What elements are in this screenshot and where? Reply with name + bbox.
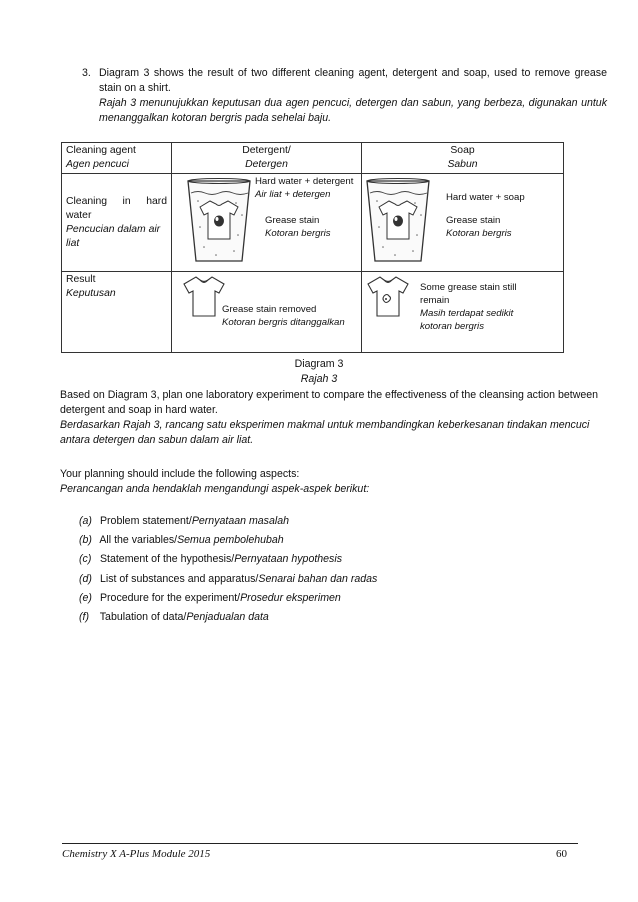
- soap-stain-en: Grease stain: [446, 215, 501, 227]
- result-label-en: Result: [66, 274, 96, 286]
- list-item: [79, 514, 377, 533]
- aspect-ms: Pernyataan masalah: [191, 515, 289, 527]
- det-result-ms: Kotoran bergris ditanggalkan: [222, 317, 345, 329]
- aspect-en: List of substances and apparatus/: [99, 572, 259, 585]
- detergent-result-cell: [172, 272, 362, 353]
- det-result-caption: [222, 304, 345, 330]
- planning-ms: Perancangan anda hendaklah mengandungi aspek-aspek berikut:: [60, 483, 370, 496]
- detergent-beaker-cell: [172, 174, 362, 272]
- stained-shirt-icon: [366, 274, 410, 318]
- soap-beaker-cell: [362, 174, 564, 272]
- det-result-en: Grease stain removed: [222, 304, 317, 316]
- aspects-list: [79, 514, 377, 629]
- soap-result-caption: [420, 282, 540, 334]
- soap-water-en: Hard water + soap: [446, 192, 525, 204]
- aspect-ms: Pernyataan hypothesis: [234, 553, 343, 566]
- diagram-caption: [0, 357, 638, 387]
- header-soap: [362, 143, 564, 174]
- det-stain-caption: [265, 215, 331, 241]
- footer-title: Chemistry X A-Plus Module 2015: [62, 848, 211, 860]
- question-malay: Rajah 3 menunujukkan keputusan dua agen pencuci, detergen dan sabun, yang berbeza, digunakan untuk menanggalkan kotoran bergris pada sehelai baju.: [99, 97, 607, 125]
- diagram-table: [61, 142, 564, 353]
- soap-result-cell: [362, 272, 564, 353]
- list-item: [79, 610, 377, 629]
- table-header-row: [62, 143, 564, 174]
- diagram-label-en: Diagram 3: [294, 358, 344, 370]
- cleaning-label-ms: Pencucian dalam air liat: [66, 223, 161, 249]
- aspect-label: (f): [79, 610, 89, 623]
- question-text: [99, 66, 607, 126]
- aspect-label: (e): [79, 591, 92, 604]
- aspect-label: (a): [79, 515, 92, 527]
- header-detergent-en: Detergent/: [242, 145, 291, 156]
- header-agent-en: Cleaning agent: [66, 145, 136, 156]
- clean-shirt-icon: [182, 274, 226, 318]
- aspect-ms: Penjadualan data: [186, 610, 269, 623]
- list-item: [79, 591, 377, 610]
- aspect-label: (d): [79, 572, 92, 585]
- list-item: [79, 533, 377, 552]
- beaker-detergent-icon: [186, 177, 252, 263]
- list-item: [79, 572, 377, 591]
- instruction-en: Based on Diagram 3, plan one laboratory experiment to compare the effectiveness of the cleansing action between detergent and soap in hard water.: [60, 389, 599, 417]
- aspect-en: Statement of the hypothesis/: [99, 553, 235, 566]
- question-number: 3.: [82, 67, 91, 79]
- aspect-en: Tabulation of data/: [99, 610, 187, 623]
- beaker-soap-icon: [365, 177, 431, 263]
- page-number: 60: [556, 848, 567, 860]
- det-water-en: Hard water + detergent: [255, 176, 354, 188]
- table-row-result: [62, 272, 564, 353]
- instruction-ms: Berdasarkan Rajah 3, rancang satu eksperimen makmal untuk membandingkan keberkesanan tindakan mencuci antara detergen dan sabun dalam air liat.: [60, 419, 590, 447]
- planning-en: Your planning should include the following aspects:: [60, 468, 300, 480]
- det-stain-en: Grease stain: [265, 215, 320, 227]
- aspect-ms: Prosedur eksperimen: [240, 591, 341, 604]
- header-detergent: [172, 143, 362, 174]
- list-item: [79, 552, 377, 571]
- result-label-ms: Keputusan: [66, 288, 116, 300]
- header-agent: [62, 143, 172, 174]
- aspect-ms: Senarai bahan dan radas: [258, 572, 378, 585]
- instruction-paragraph: [60, 388, 612, 448]
- cleaning-label-en: Cleaning in hard water: [66, 195, 167, 221]
- aspect-label: (c): [79, 553, 92, 566]
- aspect-ms: Semua pembolehubah: [177, 534, 284, 547]
- det-water-ms: Air liat + detergen: [255, 189, 331, 201]
- header-detergent-ms: Detergen: [245, 159, 288, 171]
- soap-stain-ms: Kotoran bergris: [446, 228, 512, 240]
- header-soap-ms: Sabun: [447, 159, 478, 171]
- table-row-cleaning: [62, 174, 564, 272]
- aspect-label: (b): [79, 534, 92, 547]
- soap-result-ms: Masih terdapat sedikit kotoran bergris: [420, 307, 514, 332]
- soap-result-en: Some grease stain still remain: [420, 282, 517, 307]
- question-english: Diagram 3 shows the result of two different cleaning agent, detergent and soap, used to remove grease stain on a shirt.: [99, 67, 607, 95]
- header-agent-ms: Agen pencuci: [66, 159, 129, 171]
- footer-rule: [62, 843, 578, 844]
- planning-paragraph: [60, 467, 612, 497]
- det-stain-ms: Kotoran bergris: [265, 228, 331, 240]
- soap-stain-caption: [446, 215, 512, 241]
- cleaning-label-cell: [62, 174, 172, 272]
- aspect-en: All the variables/: [99, 534, 178, 547]
- aspect-en: Procedure for the experiment/: [99, 591, 241, 604]
- aspect-en: Problem statement/: [99, 515, 192, 527]
- result-label-cell: [62, 272, 172, 353]
- header-soap-en: Soap: [450, 145, 475, 156]
- diagram-label-ms: Rajah 3: [300, 373, 338, 386]
- soap-water-caption: [446, 192, 525, 205]
- det-water-caption: [255, 176, 353, 202]
